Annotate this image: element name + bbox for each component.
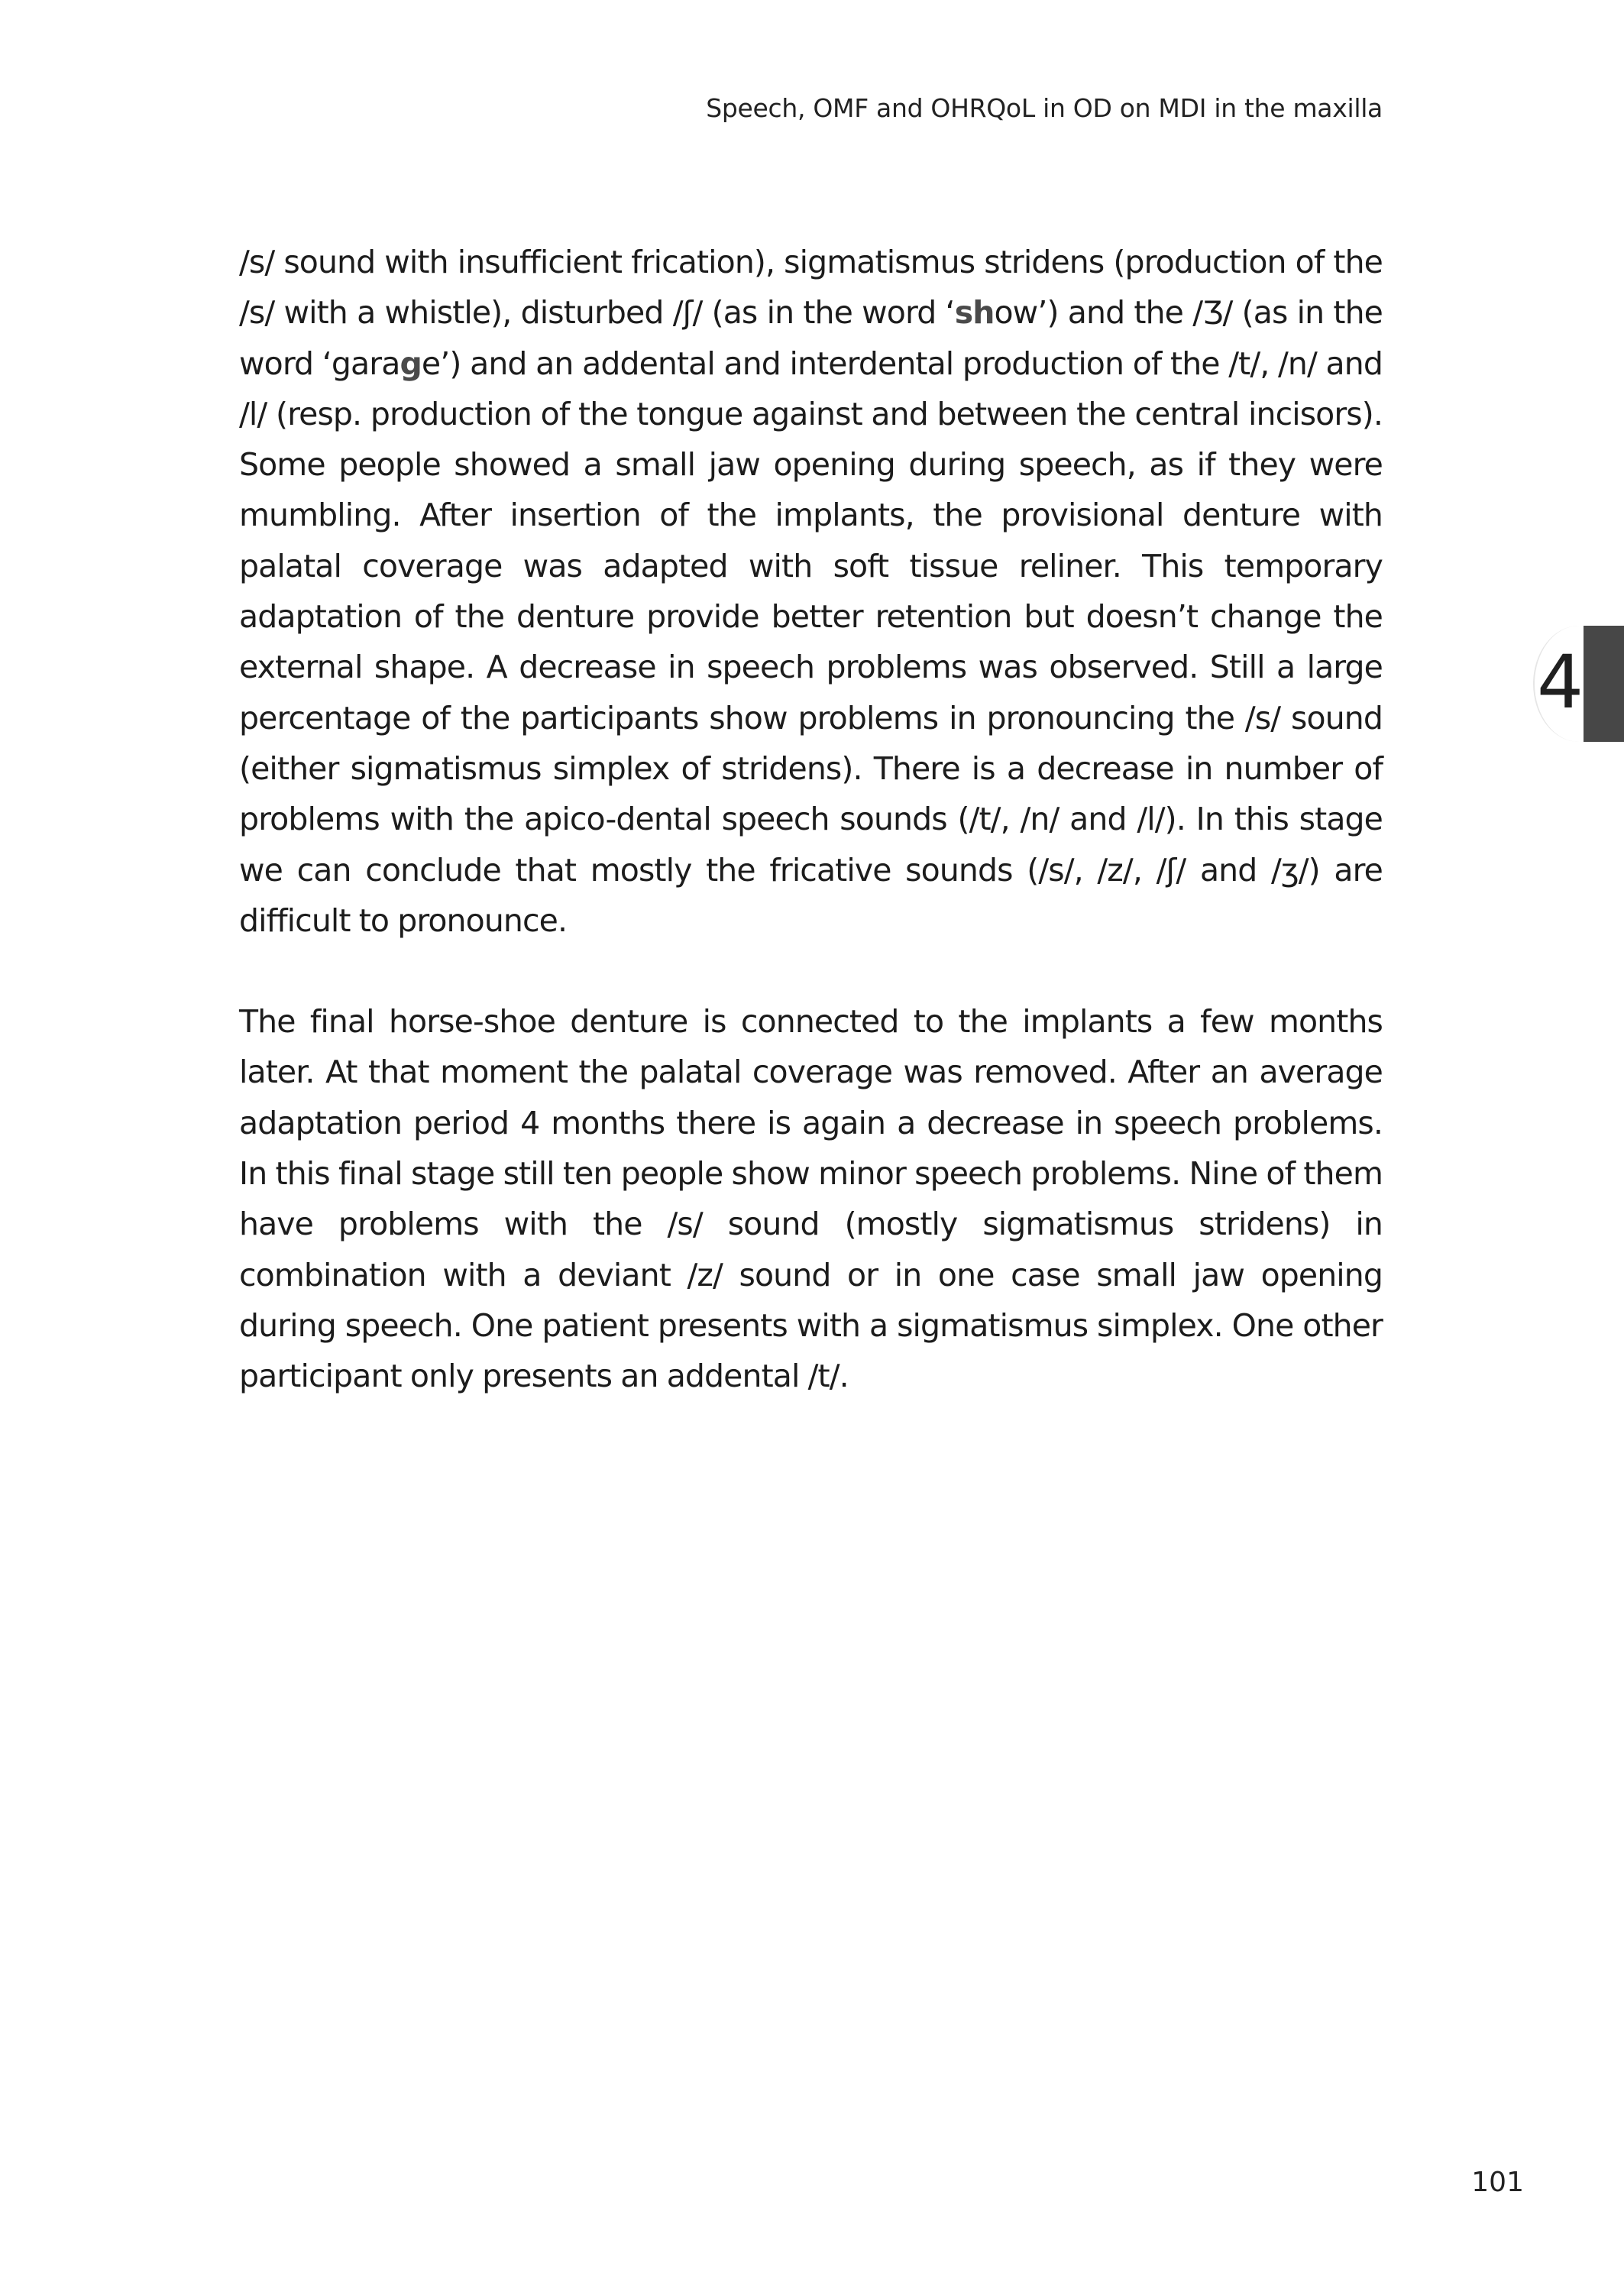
chapter-tab [1584,626,1624,742]
emphasis-sh: sh [954,294,995,332]
page-number: 101 [1471,2167,1524,2198]
body-text [239,237,1383,1402]
paragraph-1-part-b: ow’) and the /Ʒ/ (as in the word ‘gara [239,294,1383,382]
running-header: Speech, OMF and OHRQoL in OD on MDI in the maxilla [706,93,1383,123]
paragraph-1 [239,237,1383,946]
emphasis-g: g [400,345,422,382]
paragraph-2: The final horse-shoe denture is connected to the implants a few months later. At that moment the palatal coverage was removed. After an average adaptation period 4 months there is again a decrease in speech problems. In this final stage still ten people show minor speech problems. Nine of them have problems with the /s/ sound (mostly sigmatismus stridens) in combination with a deviant /z/ sound or in one case small jaw opening during speech. One patient presents with a sigmatismus simplex. One other participant only presents an addental /t/. [239,1003,1383,1395]
chapter-number: 4 [1537,639,1584,725]
paragraph-1-part-a: /s/ sound with insufficient frication), sigmatismus stridens (production of the /s/ with a whistle), disturbed /ʃ/ (as in the word ‘ [239,244,1383,332]
paragraph-1-part-c: e’) and an addental and interdental production of the /t/, /n/ and /l/ (resp. production of the tongue against and between the central incisors). Some people showed a small jaw opening during speech, as if they were mumbling. After insertion of the implants, the provisional denture with palatal coverage was adapted with soft tissue reliner. This temporary adaptation of the denture provide better retention but doesn’t change the external shape. A decrease in speech problems was observed. Still a large percentage of the participants show problems in pronouncing the /s/ sound (either sigmatismus simplex of stridens). There is a decrease in number of problems with the apico-dental speech sounds (/t/, /n/ and /l/). In this stage we can conclude that mostly the fricative sounds (/s/, /z/, /ʃ/ and /ʒ/) are difficult to pronounce. [239,345,1383,939]
